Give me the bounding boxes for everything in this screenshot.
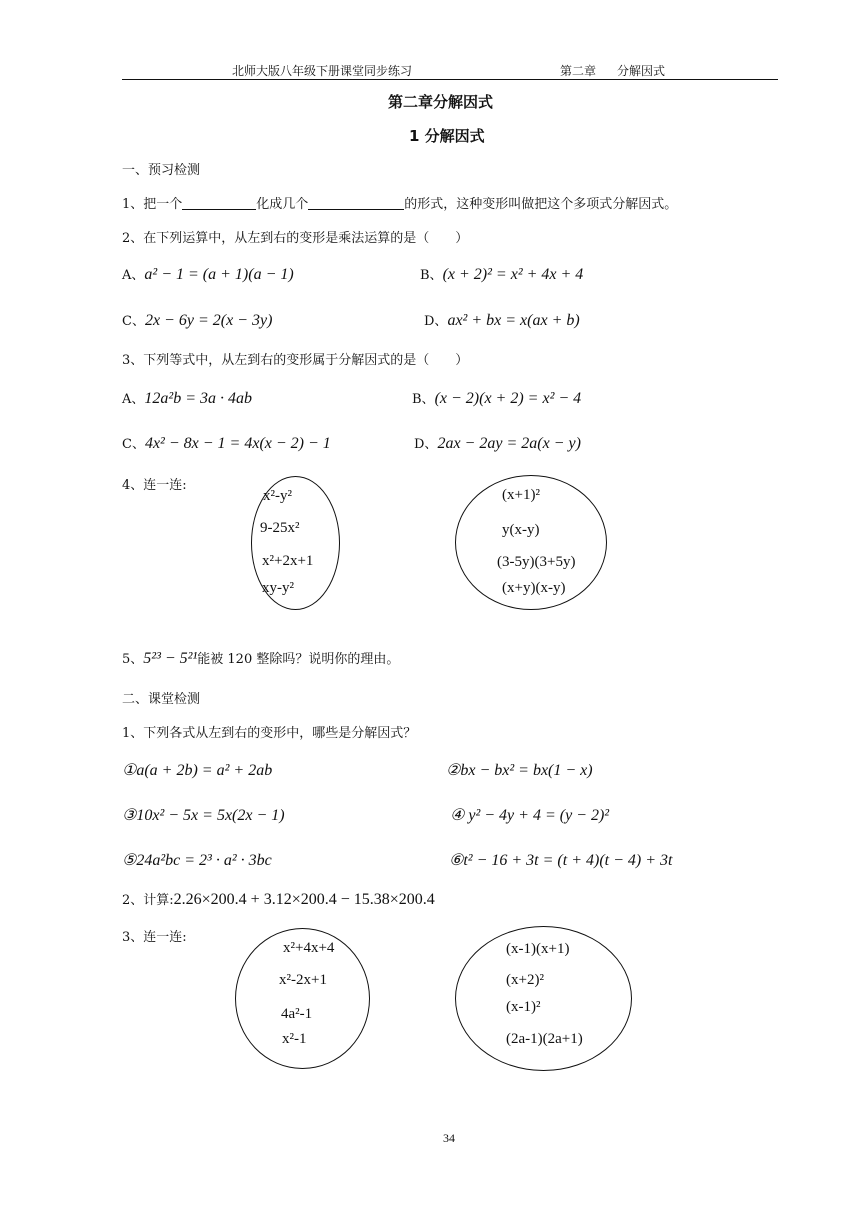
p2-q2 (122, 889, 435, 909)
p1-q2-option-d (424, 310, 580, 330)
chapter-title: 第二章分解因式 (388, 93, 494, 111)
match-left-item: x²-y² (263, 488, 292, 504)
match-left-item: x²-2x+1 (279, 972, 327, 988)
p2-q1-item: ⑤24a²bc = 2³ · a² · 3bc (122, 852, 272, 869)
p1-q1 (122, 193, 677, 212)
option-expr: 12a²b = 3a · 4ab (144, 390, 252, 407)
p1-q2-option-a (122, 264, 294, 284)
p1-q3-option-c (122, 433, 331, 453)
match-left-item: 9-25x² (260, 520, 300, 536)
header-chapter-title: 分解因式 (617, 64, 666, 78)
p2-q1-item: ③10x² − 5x = 5x(2x − 1) (122, 807, 285, 824)
p2-q1-item: ②bx − bx² = bx(1 − x) (446, 762, 593, 779)
q2-label: 2、计算: (122, 893, 174, 908)
p1-q1-text-a: 1、把一个 (122, 197, 183, 212)
p2-q3-label: 3、连一连: (122, 930, 187, 945)
header-chapter: 第二章 (560, 64, 597, 78)
option-label: D、 (424, 314, 448, 329)
p1-q2-option-c (122, 310, 272, 330)
match-right-item: (x+1)² (502, 487, 540, 503)
option-label: A、 (122, 392, 145, 407)
header-rule (122, 79, 778, 80)
q5-suffix: 能被 120 整除吗？说明你的理由。 (197, 652, 400, 667)
p1-q3-option-d (414, 433, 581, 453)
match-right-item: (x+y)(x-y) (502, 580, 566, 596)
option-label: D、 (414, 437, 438, 452)
option-label: C、 (122, 314, 145, 329)
p1-q3-stem: 3、下列等式中，从左到右的变形属于分解因式的是（ ） (122, 353, 469, 368)
option-label: A、 (122, 268, 145, 283)
option-expr: a² − 1 = (a + 1)(a − 1) (144, 266, 294, 283)
match-left-item: x²+2x+1 (262, 553, 314, 569)
option-expr: 4x² − 8x − 1 = 4x(x − 2) − 1 (144, 435, 331, 452)
p2-q1-item: ⑥t² − 16 + 3t = (t + 4)(t − 4) + 3t (449, 852, 673, 869)
match-left-item: 4a²-1 (281, 1006, 313, 1022)
option-expr: (x + 2)² = x² + 4x + 4 (442, 266, 584, 283)
match-left-item: xy-y² (262, 580, 294, 596)
match-left-item: x²+4x+4 (283, 940, 335, 956)
option-expr: ax² + bx = x(ax + b) (447, 312, 580, 329)
option-expr: (x − 2)(x + 2) = x² − 4 (434, 390, 582, 407)
p1-q2-stem: 2、在下列运算中，从左到右的变形是乘法运算的是（ ） (122, 231, 469, 246)
q5-expr: 5²³ − 5²¹ (143, 650, 198, 667)
option-expr: 2x − 6y = 2(x − 3y) (144, 312, 273, 329)
part1-heading: 一、预习检测 (122, 163, 201, 178)
option-label: B、 (420, 268, 443, 283)
q5-prefix: 5、 (122, 652, 144, 667)
section-title: 1 分解因式 (409, 127, 485, 145)
p1-q1-text-c: 的形式，这种变形叫做把这个多项式分解因式。 (404, 197, 678, 212)
p1-q2-option-b (420, 264, 583, 284)
match-right-item: (2a-1)(2a+1) (506, 1031, 583, 1047)
option-label: B、 (412, 392, 435, 407)
p1-q3-option-a (122, 388, 252, 408)
match-right-item: (3-5y)(3+5y) (497, 554, 576, 570)
p1-q5 (122, 648, 399, 668)
q2-expr: 2.26×200.4 + 3.12×200.4 − 15.38×200.4 (173, 891, 435, 908)
p2-q1-stem: 1、下列各式从左到右的变形中，哪些是分解因式？ (122, 726, 417, 741)
match-right-item: (x+2)² (506, 972, 544, 988)
header-book-title: 北师大版八年级下册课堂同步练习 (232, 64, 413, 78)
blank-line (182, 195, 256, 210)
match-right-item: y(x-y) (502, 522, 540, 538)
page-number: 34 (443, 1131, 455, 1145)
p2-q1-item: ④ y² − 4y + 4 = (y − 2)² (450, 807, 610, 824)
option-expr: 2ax − 2ay = 2a(x − y) (437, 435, 581, 452)
match-right-item: (x-1)² (506, 999, 541, 1015)
p2-q1-item: ①a(a + 2b) = a² + 2ab (122, 762, 273, 779)
blank-line (308, 195, 404, 210)
p1-q1-text-b: 化成几个 (256, 197, 309, 212)
p1-q4-label: 4、连一连: (122, 478, 187, 493)
match-right-item: (x-1)(x+1) (506, 941, 570, 957)
match-left-item: x²-1 (282, 1031, 307, 1047)
option-label: C、 (122, 437, 145, 452)
part2-heading: 二、课堂检测 (122, 692, 201, 707)
p1-q3-option-b (412, 388, 581, 408)
